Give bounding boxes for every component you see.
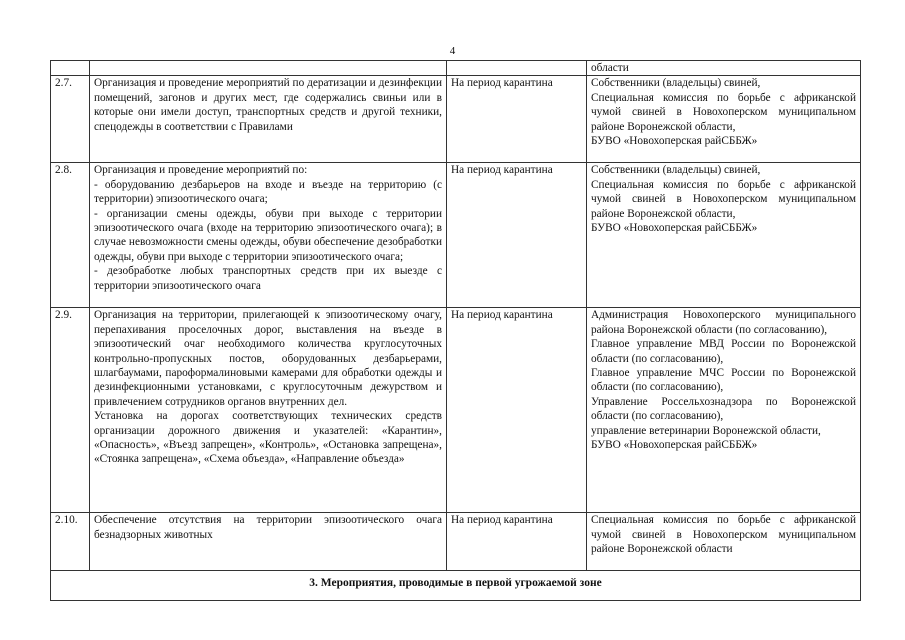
row-number: 2.7.	[51, 76, 90, 163]
row-number: 2.9.	[51, 308, 90, 513]
table-row	[51, 76, 861, 163]
row-measure	[90, 308, 447, 513]
cell-responsible	[587, 61, 861, 76]
row-measure: Обеспечение отсутствия на территории эпизоотического очага безнадзорных животных	[90, 513, 447, 571]
section-title: 3. Мероприятия, проводимые в первой угрожаемой зоне	[51, 571, 861, 600]
page-number: 4	[449, 45, 456, 57]
row-responsible	[587, 163, 861, 308]
continuation-text: области	[591, 62, 629, 74]
cell-period	[447, 61, 587, 76]
responsible-item: БУВО «Новохоперская райСББЖ»	[591, 135, 758, 148]
responsible-item: Управление Россельхознадзора по Воронежской области (по согласованию),	[591, 395, 856, 423]
measures-table	[50, 60, 861, 601]
row-period: На период карантина	[447, 513, 587, 571]
row-number: 2.10.	[51, 513, 90, 571]
measure-paragraph: Установка на дорогах соответствующих технических средств организации дорожного движения и указателей: «Карантин», «Опасность», «Въезд запрещен», «Контроль», «Остановка запрещена», «Стоянка запрещена», «Схема объезда», «Направление объезда»	[94, 410, 442, 466]
responsible-item: Главное управление МВД России по Воронежской области (по согласованию),	[591, 338, 856, 365]
row-period: На период карантина	[447, 163, 587, 308]
measure-paragraph: - оборудованию дезбарьеров на входе и въезде на территорию (с территории) эпизоотического очага;	[94, 178, 442, 206]
cell-measure	[90, 61, 447, 76]
responsible-item: управление ветеринарии Воронежской области,	[591, 424, 821, 437]
measure-paragraph: Организация на территории, прилегающей к эпизоотическому очагу, перепахивания проселочных дорог, выставления на въезде в эпизоотический очаг необходимого количества круглосуточных контрольно-пропускных постов, оборудованных дезбарьерами, шлагбаумами, пароформалиновыми камерами для обработки одежды и дезинфекционными установками, с круглосуточным дежурством и привлечением сотрудников органов внутренних дел.	[94, 309, 442, 408]
table-row	[51, 513, 861, 571]
responsible-item: Специальная комиссия по борьбе с африканской чумой свиней в Новохоперском муниципальном районе Воронежской области,	[591, 91, 856, 133]
measure-paragraph: - дезобработке любых транспортных средств при их выезде с территории эпизоотического очага	[94, 265, 442, 292]
responsible-item: Администрация Новохоперского муниципального района Воронежской области (по согласованию),	[591, 309, 856, 336]
row-measure	[90, 163, 447, 308]
responsible-item: БУВО «Новохоперская райСББЖ»	[591, 222, 758, 235]
row-period: На период карантина	[447, 308, 587, 513]
responsible-item: Главное управление МЧС России по Воронежской области (по согласованию),	[591, 367, 856, 394]
row-responsible: Специальная комиссия по борьбе с африканской чумой свиней в Новохоперском муниципальном районе Воронежской области	[587, 513, 861, 571]
responsible-item: Собственники (владельцы) свиней,	[591, 77, 761, 90]
row-measure: Организация и проведение мероприятий по дератизации и дезинфекции помещений, загонов и других мест, где содержались свиньи или в которые они имели доступ, транспортных средств и другой техники, спецодежды в соответствии с Правилами	[90, 76, 447, 163]
responsible-item: Собственники (владельцы) свиней,	[591, 164, 761, 177]
table-row-continuation	[51, 61, 861, 76]
row-number: 2.8.	[51, 163, 90, 308]
cell-number	[51, 61, 90, 76]
responsible-item: Специальная комиссия по борьбе с африканской чумой свиней в Новохоперском муниципальном районе Воронежской области,	[591, 178, 856, 220]
measure-paragraph: - организации смены одежды, обуви при выходе с территории эпизоотического очага (входе на территорию эпизоотического очага); в случае невозможности смены одежды, обуви обеспечение дезобработки одежды, обуви при выходе с территории эпизоотического очага;	[94, 207, 442, 263]
row-responsible	[587, 308, 861, 513]
row-responsible	[587, 76, 861, 163]
responsible-item: БУВО «Новохоперская райСББЖ»	[591, 439, 758, 452]
table-row	[51, 308, 861, 513]
section-header-row	[51, 571, 861, 600]
table-row	[51, 163, 861, 308]
measure-paragraph: Организация и проведение мероприятий по:	[94, 164, 308, 177]
row-period: На период карантина	[447, 76, 587, 163]
